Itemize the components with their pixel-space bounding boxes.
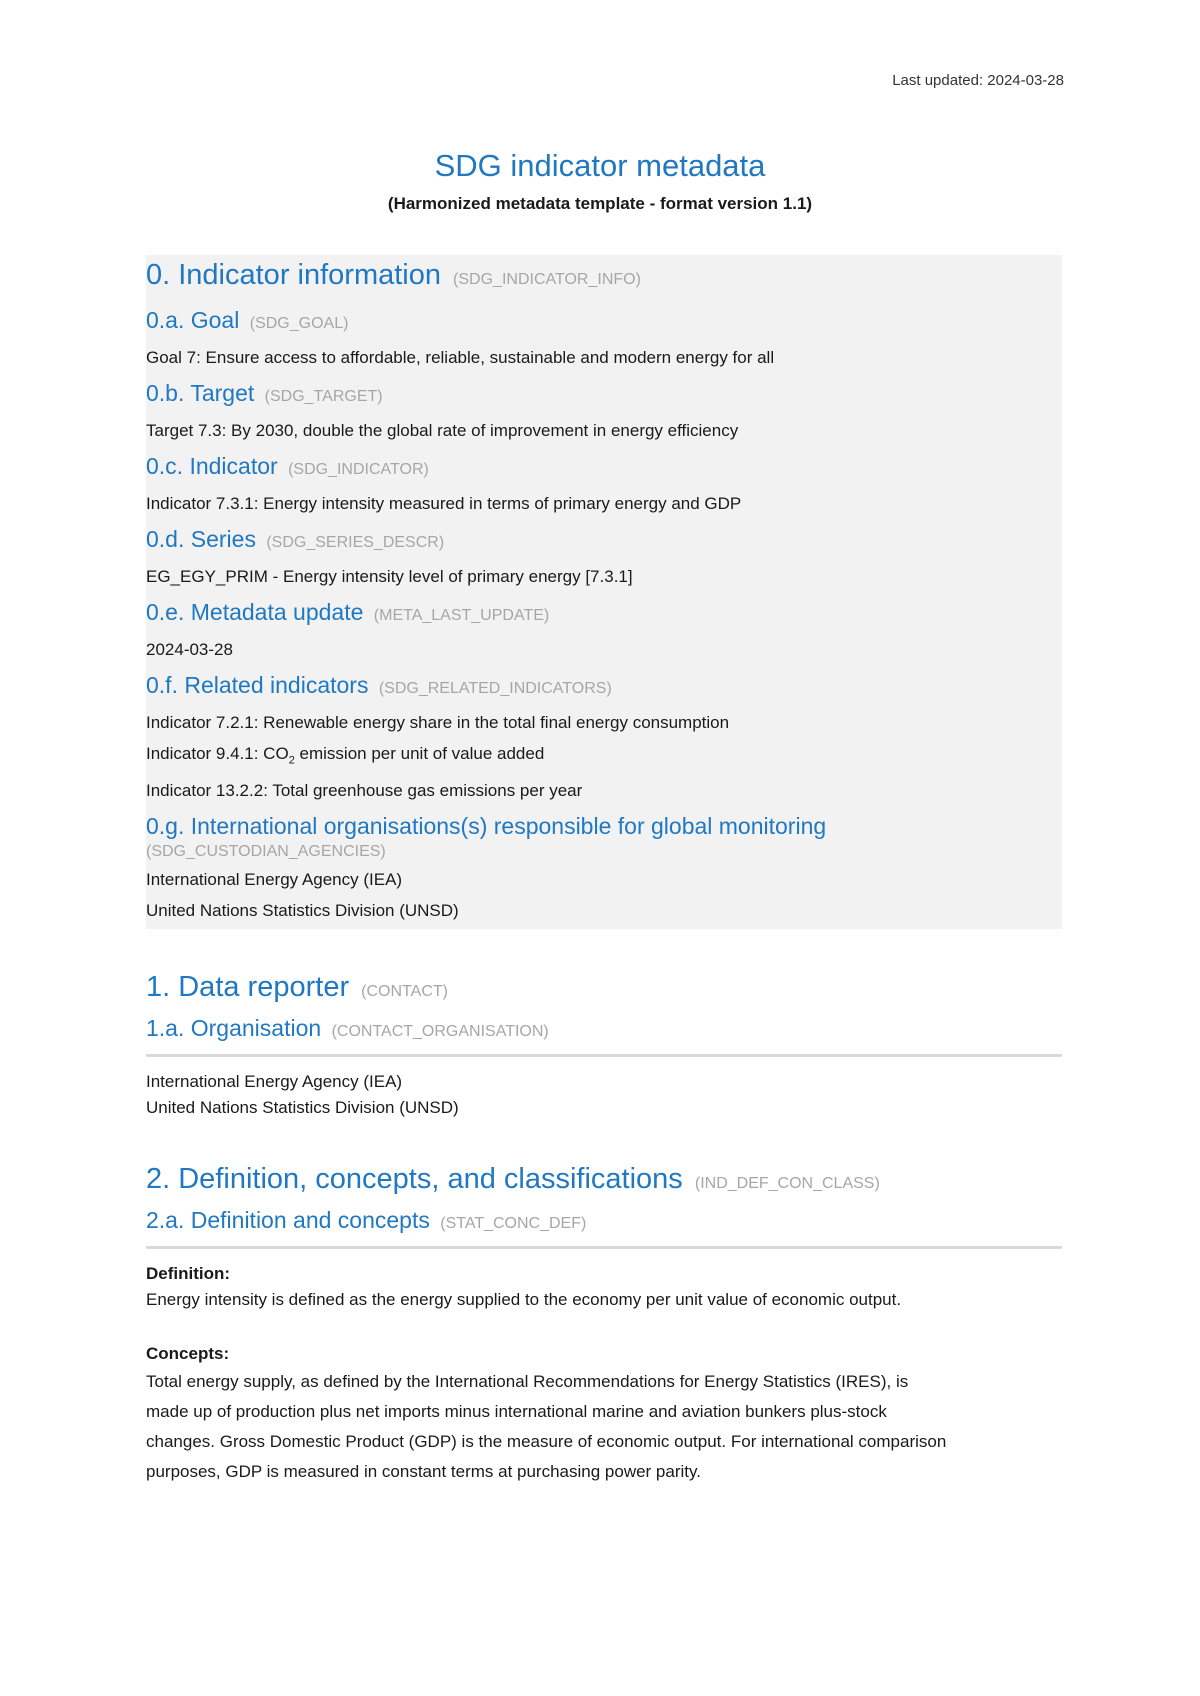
subsection-code: (SDG_RELATED_INDICATORS) [378,680,612,697]
section-definition-concepts [146,1159,1062,1487]
subsection-heading-text: 0.f. Related indicators [146,672,369,698]
related-indicator-item [146,742,1062,772]
subsection-code: (SDG_SERIES_DESCR) [266,534,445,551]
subsection-code: (SDG_GOAL) [249,315,349,332]
custodian-agency-item: International Energy Agency (IEA) [146,870,403,890]
subsection-code: (SDG_TARGET) [264,388,383,405]
page-title: SDG indicator metadata [434,148,766,183]
subsection-heading-indicator [146,450,1062,486]
subsection-heading-text: 0.g. International organisations(s) responsible for global monitoring [146,813,827,840]
section-heading [146,1159,1062,1204]
custodian-agency-item: United Nations Statistics Division (UNSD) [146,901,459,921]
subsection-heading-text: 2.a. Definition and concepts [146,1207,430,1234]
section-heading [146,967,1062,1012]
organisation-item: International Energy Agency (IEA) [146,1072,403,1092]
section-data-reporter [146,967,1062,1121]
series-text: EG_EGY_PRIM - Energy intensity level of primary energy [7.3.1] [146,567,633,586]
section-heading-text: 2. Definition, concepts, and classifications [146,1163,683,1196]
subsection-heading-custodian-agencies [146,810,1062,862]
related-indicator-item: Indicator 13.2.2: Total greenhouse gas emissions per year [146,781,583,801]
metadata-update-text: 2024-03-28 [146,640,233,659]
definition-text: Energy intensity is defined as the energy supplied to the economy per unit value of economic output. [146,1290,902,1310]
section-code: (CONTACT) [361,983,448,1001]
document-body [146,255,1062,1487]
concepts-line: changes. Gross Domestic Product (GDP) is the measure of economic output. For international comparison [146,1432,947,1452]
subsection-heading-series [146,523,1062,559]
related-indicator-item: Indicator 7.2.1: Renewable energy share in the total final energy consumption [146,713,730,732]
subsection-code: (CONTACT_ORGANISATION) [331,1023,549,1041]
organisation-item: United Nations Statistics Division (UNSD) [146,1098,459,1118]
subsection-heading-text: 0.a. Goal [146,307,240,333]
page-subtitle: (Harmonized metadata template - format version 1.1) [387,194,813,213]
subsection-heading-related-indicators [146,669,1062,705]
definition-label: Definition: [146,1264,231,1284]
subsection-code: (STAT_CONC_DEF) [440,1215,587,1233]
subsection-heading-text: 0.c. Indicator [146,453,278,479]
section-heading-text: 0. Indicator information [146,259,441,291]
subsection-heading-text: 1.a. Organisation [146,1015,322,1042]
related-indicator-prefix: Indicator 9.4.1: CO [146,744,289,763]
section-heading [146,255,1062,300]
section-code: (SDG_INDICATOR_INFO) [453,271,641,288]
subsection-code: (META_LAST_UPDATE) [373,607,550,624]
section-indicator-information [146,255,1062,929]
subsection-heading-organisation [146,1012,1062,1048]
goal-text: Goal 7: Ensure access to affordable, reliable, sustainable and modern energy for all [146,348,775,367]
concepts-label: Concepts: [146,1344,230,1364]
indicator-text: Indicator 7.3.1: Energy intensity measured in terms of primary energy and GDP [146,494,742,513]
subsection-heading-target [146,377,1062,413]
subsection-heading-text: 0.e. Metadata update [146,599,364,625]
subsection-heading-metadata-update [146,596,1062,632]
subscript: 2 [288,754,295,767]
divider [146,1054,1062,1057]
subsection-code: (SDG_CUSTODIAN_AGENCIES) [146,843,386,861]
subsection-heading-definition-concepts [146,1204,1062,1240]
concepts-line: purposes, GDP is measured in constant terms at purchasing power parity. [146,1462,701,1482]
divider [146,1246,1062,1249]
subsection-heading-text: 0.b. Target [146,380,255,406]
last-updated-date: Last updated: 2024-03-28 [892,72,1064,89]
concepts-line: made up of production plus net imports minus international marine and aviation bunkers plus-stock [146,1402,887,1422]
title-block [0,148,1200,214]
subsection-code: (SDG_INDICATOR) [288,461,429,478]
related-indicator-suffix: emission per unit of value added [294,744,545,763]
subsection-heading-text: 0.d. Series [146,526,256,552]
concepts-line: Total energy supply, as defined by the International Recommendations for Energy Statistics (IRES), is [146,1372,909,1392]
section-heading-text: 1. Data reporter [146,971,350,1004]
target-text: Target 7.3: By 2030, double the global rate of improvement in energy efficiency [146,421,739,440]
section-code: (IND_DEF_CON_CLASS) [694,1175,880,1193]
subsection-heading-goal [146,304,1062,340]
